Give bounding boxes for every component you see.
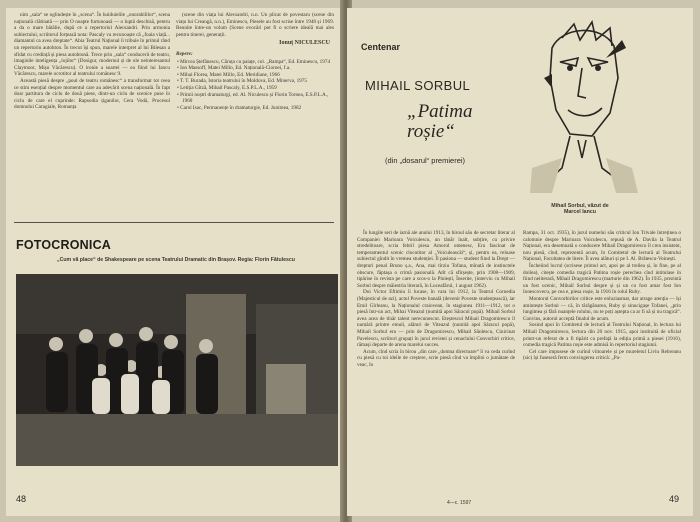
right-col-1 bbox=[357, 230, 515, 368]
reference-item: • Carol Isac, Permanențe în dramaturgie, Ed. Junimea, 1982 bbox=[177, 104, 302, 111]
reference-item: • Mircea Ștefănescu, Căruța cu paiațe, col. „Rampa“, Ed. Eminescu, 1974 bbox=[177, 58, 331, 65]
photo-caption: „Cum vă place“ de Shakespeare pe scena Teatrului Dramatic din Brașov. Regia: Florin Fătulescu bbox=[57, 257, 295, 263]
right-page bbox=[347, 8, 693, 516]
play-title: „Patima roșie“ bbox=[407, 101, 473, 142]
page-number: 49 bbox=[668, 494, 679, 504]
reference-item: • T. T. Burada, Istoria teatrului în Moldova, Ed. Minerva, 1975 bbox=[177, 78, 307, 85]
portrait-caption: Mihail Sorbul, văzut de Marcel Iancu bbox=[551, 203, 609, 216]
paragraph: (scene din viața lui Alecsandri, n.n. Un plicat de povestaru (scene din viața lui Creangă, n.n.), Eminescu, Piesele au fost scrise între 1948 și 1969. Reunite între-un volum (Scene evocări pot fi o scriere ideală mai ales pentru tinerei, generații. bbox=[176, 12, 334, 38]
repere-list bbox=[176, 59, 334, 112]
section-title: FOTOCRONICA bbox=[16, 238, 112, 252]
paragraph: Cel care impusese de curînd viitoarele și pe mureletul Liviu Rebreanu (sic) își fuseseră ferm convingerea critică: „Pa- bbox=[523, 348, 681, 362]
paragraph: nim „sala“ se oglindește în „scena“. În huiduielile „onorabililor“, scena națională clătinată — prin O noapte furtunoasă — o luptă deschisă, pentru a da o mare bătălie, după ce a repertoriul Alecsandri. Prin armonia subiectului, scriitorul forțează nota: Pascaly va recunoaște că „foaia viață... diamantul ca avea dreptate“. Abia Teatrul Național îi tribuie în primul rând un repertoriu autohton. În trecut își spun, marele interpret al lui Bilesan a sfidat cu credință și piesa autohtonă. Trece prin „sala“ conducerii de teatru, imaginile inteligența „lojilor“ (Dosigur, modernul și de ole neinteresantul Claymoor, Mișu Văcărescu). O ironie a soartei — ea fiind lui Iancu Văcărescu, marele ocrotitor al teatrului românesc 9. bbox=[14, 12, 170, 78]
left-col-1 bbox=[14, 12, 170, 111]
paragraph: În lungile seri de iarnă ale anului 1913, în biroul său de secretar literar al Companiei Marioara Voiculescu, un tânăr înalt, subțire, cu privire stredelitoare, scria febril piesa Amorul omenesc, Era fascinat de temperamentul scenic clocotitor al „Voiculeascăi“, și, pentru ea, reluase subiectul gîndit în vremea studenției. Îl pasiona — student fiind la Drept — drepturi penal Bruno ș.a., Ana, mai tîrziu Tofana, mînată de instinctele obscure, făptașa o crimă pasională. Atît că sfîrșește, prin 1908—1909, tipărise în revista pe care a scos-o la Ploiești, Înserite, (interviu cu Mihail Sorbul despre măiestria literară, în Luceafărul, 1 august 1962). bbox=[357, 230, 515, 289]
footer-mark: 4—c. 1597 bbox=[447, 500, 472, 506]
right-col-2 bbox=[523, 230, 681, 362]
play-subtitle: (din „dosarul“ premierei) bbox=[385, 156, 466, 165]
article-title: MIHAIL SORBUL bbox=[365, 78, 471, 93]
paragraph: Rampa, 31 oct. 1935), în jurul numelui său criticul Ion Trivale întreținea o calomnie despre Marioara Voiculescu, repusă de A. Davila la Teatrul Național, era desemnată o conducere Mihail Dragomirescu îl crea insistent, nou piesă, cînd, reprezentă acum, în Comitetul de lectură al Teatrului Național, Facultatea de litere. Îl avea alături și pe I. Al. Brătescu-Voinești. bbox=[523, 230, 681, 263]
theatre-photo bbox=[16, 274, 338, 466]
divider bbox=[14, 222, 334, 223]
sorbul-portrait-image bbox=[522, 18, 642, 193]
paragraph: Sosind apoi în Comitetul de lectură al Teatrului Național, în lectura lui Mihail Dragomirescu, lectura din 20 nov. 1915, apoi instituită de oficial printr-un referat de a fi tipărit ca prefață la ediția primă a piesei (1916), comedia tragică Patima roșie este admisă în repertoriul stagiunii. bbox=[523, 322, 681, 349]
portrait-drawing bbox=[522, 18, 642, 193]
reference-item: • Primii noștri dramaturgi, ed. Al. Niculescu și Florin Tornea, E.S.P.L.A., 1960 bbox=[177, 91, 329, 105]
reference-item: • Mihai Florea, Matei Millo, Ed. Meridiane, 1966 bbox=[177, 71, 280, 78]
paragraph: Montorul Convorbirilor critice este enluziasmat, dar atrage atenția — își amintește Sorbul — că, în tărăgănarea, Ruby și sinucigașe Tofanei, „prin lungimea și fără nuanțele rolului, nu te poți aștepta ca ar fi să și nu tragică“. Convins, autorul acceptă finalul de acum. bbox=[523, 295, 681, 322]
kicker: Centenar bbox=[361, 42, 401, 52]
paragraph: Acum, cînd scria în birou „din care „domna directoare“ îi va ceda curînd cu piesă cu toi ideile de creștere, scrie piesă cînd va împlini o jumătate de veac, în bbox=[357, 348, 515, 368]
left-page bbox=[6, 8, 347, 516]
author-signature: Ionuț NICULESCU bbox=[279, 40, 330, 47]
page-number: 48 bbox=[16, 494, 27, 504]
left-col-2 bbox=[176, 12, 334, 111]
paragraph: Această piesă despre „poul de teatru românesc“ a transformat tot ceea ce stim esențial despre momentul care au adevărit scena națională. În fapt doar partitura de ciclu de două piese, dintr-un ciclu de scenice puse în ciclu de care el cuprinde: Rapsodia țiganilor, Cera Vodă, Procesul domnului Caragiale, Romanța bbox=[14, 77, 170, 111]
paragraph: Încheiind lucrul (scrisese primul act, apoi pe al treilea și, în fine, pe al doilea), citește comedia tragică Patima roșie perechea cînd intitulase în fiind neliterară, Mihail Dragomirescu (marturie din 1962). În 1935, prezintă un fost ucenic, Mihail Sorbul despre și și un cu fost amar fost Ion Ionescovecu, pe cea e, piesa roșie, la 1916 în rolul Ruby. bbox=[523, 262, 681, 296]
paragraph: Doi Victor Eftimiu îi lucase, în vara lui 1912, la Teatrul Cornedia (Majesticul de azi), actul Poveste banală (devenit Poveste studențească), iar Emil Gîrleanu, la Naționalul craiovean, în stagiunea 1911—1912, tot o piesă într-un act, Mihai Viteazul (numită apoi Săracul popă). Mihail Sorbul avea acea de tînăr talent nerecunoscut. Eteștescul Mihail Dragomirescu îl numără printre emuli, alături de Viteazul (numită apoi Săracul popă), Mihail Sorbul era — prin de Dragomirescu, Mihail Sănlescu, Cinicinat Pavelescu, scriitori grupați în jurul revistei și cenaclului Convorbiri critice, rămași departe de arena marelui succes. bbox=[357, 289, 515, 349]
reference-item: • Ion Massoff, Matei Millo, Ed. Națională-Ciornei, f.a. bbox=[177, 65, 291, 72]
repere-title: Repere: bbox=[176, 50, 193, 57]
reference-item: • Letiția Gîtză, Mihail Pascaly, E.S.P.L.A., 1959 bbox=[177, 84, 277, 91]
theatre-scene-image bbox=[16, 274, 338, 466]
